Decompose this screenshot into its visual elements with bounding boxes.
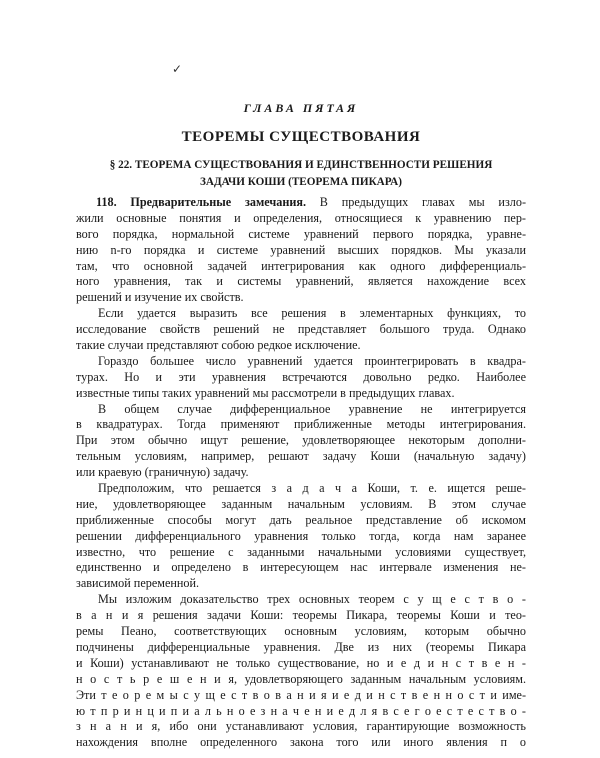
text-line: тельным условиям, например, решают задачу Коши (начальную задачу) xyxy=(76,449,526,464)
subsection-heading: 118. Предварительные замечания. xyxy=(96,195,307,209)
section-heading xyxy=(76,157,526,191)
text-line: В общем случае дифференциальное уравнение не интегрируется xyxy=(98,401,526,416)
text-line: жили основные понятия и определения, относящиеся к уравнению пер- xyxy=(76,210,526,225)
text-line: 118. Предварительные замечания. В предыдущих главах мы изло- xyxy=(96,195,526,209)
text-line: или краевую (граничную) задачу. xyxy=(76,465,249,480)
chapter-title: ТЕОРЕМЫ СУЩЕСТВОВАНИЯ xyxy=(181,129,421,145)
book-page xyxy=(76,0,526,758)
text-line: решений и изучение их свойств. xyxy=(76,290,244,305)
text-line: исследование свойств решений не представляет большого труда. Однако xyxy=(76,322,526,337)
chapter-heading: ГЛАВА ПЯТАЯ xyxy=(243,101,359,115)
text-line: Эти т е о р е м ы с у щ е с т в о в а н и я и е д и н с т в е н н о с т и име- xyxy=(76,687,526,702)
text-line: ние, удовлетворяющее заданным начальным условиям. В этом случае xyxy=(76,496,526,511)
text-line: известные типы таких уравнений мы рассмотрели в предыдущих главах. xyxy=(76,385,455,400)
section-heading-line-2: ЗАДАЧИ КОШИ (ТЕОРЕМА ПИКАРА) xyxy=(200,176,402,188)
text-line: Мы изложим доказательство трех основных теорем с у щ е с т в о - xyxy=(98,592,526,607)
text-line: зависимой переменной. xyxy=(76,576,200,591)
text-line: ремы Пеано, соответствующих основным условиям, которым обычно xyxy=(76,624,526,639)
text-line: подчинены дифференциальные уравнения. Две из них (теоремы Пикара xyxy=(76,639,526,654)
text-line: турах. Но и эти уравнения встречаются довольно редко. Наиболее xyxy=(76,369,526,384)
text-line: ю т п р и н ц и п и а л ь н о е з н а ч е н и е д л я в с е г о е с т е с т в о - xyxy=(76,703,526,718)
text-line: в а н и я решения задачи Коши: теоремы Пикара, теоремы Коши и тео- xyxy=(76,608,526,623)
text-line: известно, что решение с заданными начальными условиями существует, xyxy=(76,544,526,559)
text-line: нахождения вполне определенного закона того или иного явления п о xyxy=(76,735,526,750)
text-line: приближенные способы могут дать реальное представление об искомом xyxy=(76,512,526,527)
text-line: Гораздо большее число уравнений удается проинтегрировать в квадра- xyxy=(98,353,526,368)
text-line: единственно и определено в интересующем нас интервале изменения не- xyxy=(76,560,526,575)
text-line: Если удается выразить все решения в элементарных функциях, то xyxy=(98,306,526,321)
section-heading-line-1: § 22. ТЕОРЕМА СУЩЕСТВОВАНИЯ И ЕДИНСТВЕННОСТИ РЕШЕНИЯ xyxy=(109,159,493,171)
text-line: нию n-го порядка и системе уравнений высших порядков. Мы указали xyxy=(76,242,526,257)
text-line: При этом обычно ищут решение, удовлетворяющее некоторым дополни- xyxy=(76,433,526,448)
text-line: н о с т ь р е ш е н и я, удовлетворяющего заданным начальным условиям. xyxy=(76,671,526,686)
text-line: в квадратурах. Тогда применяют приближенные методы интегрирования. xyxy=(76,417,526,432)
text-line: ного уравнения, так и системы уравнений, является нахождение всех xyxy=(76,274,526,289)
text-line: вого порядка, нормальной системе уравнений первого порядка, уравне- xyxy=(76,226,526,241)
text-line: там, что основной задачей интегрирования как одного дифференциаль- xyxy=(76,258,526,273)
text-line: з н а н и я, ибо они устанавливают условия, гарантирующие возможность xyxy=(76,719,526,734)
text-line: и Коши) устанавливают не только существование, но и е д и н с т в е н - xyxy=(76,655,526,670)
text-line: решении дифференциального уравнения только тогда, когда нам заранее xyxy=(76,528,526,543)
body-text xyxy=(76,195,526,751)
pencil-mark: ✓ xyxy=(172,62,183,76)
text-line: такие случаи представляют собою редкое исключение. xyxy=(76,338,361,353)
text-line: Предположим, что решается з а д а ч а Коши, т. е. ищется реше- xyxy=(98,481,526,496)
